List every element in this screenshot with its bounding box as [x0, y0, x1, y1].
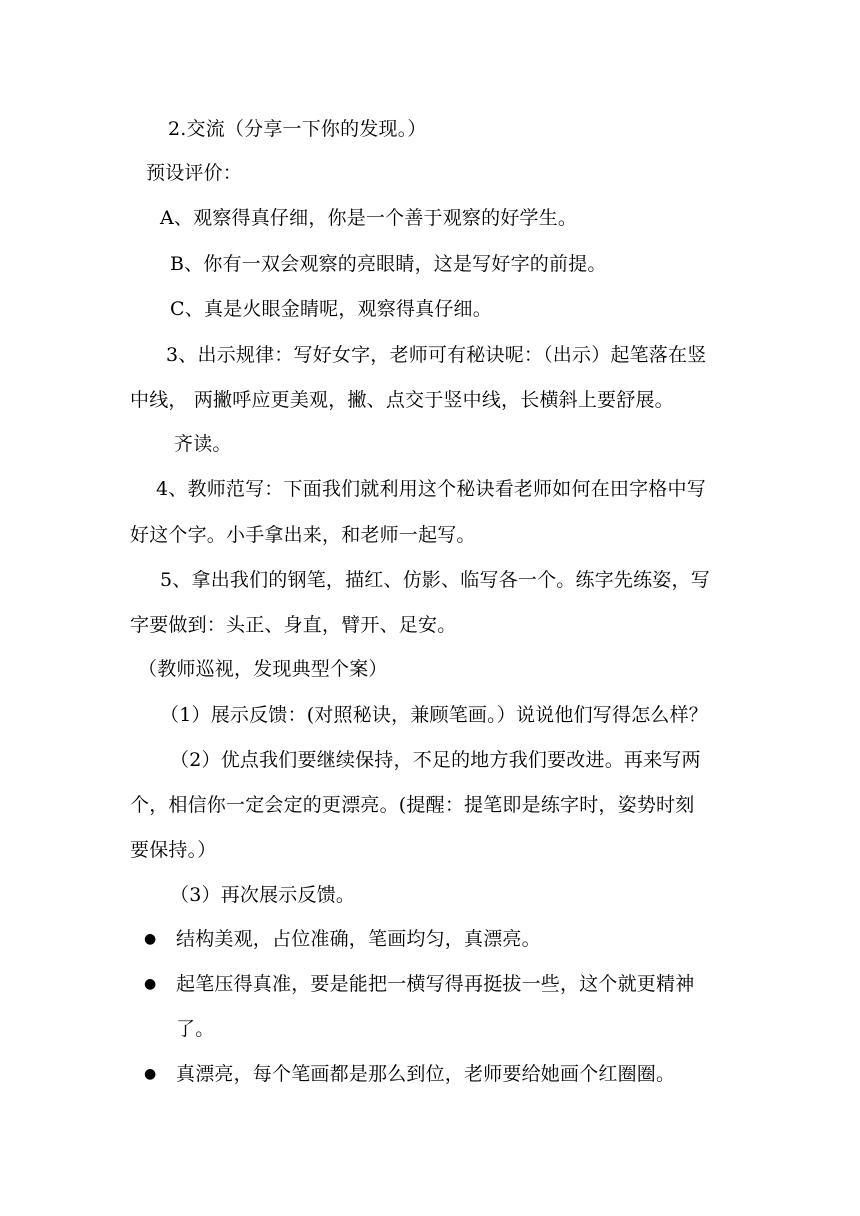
- paragraph-rules-line1: 3、出示规律：写好女字，老师可有秘诀呢：（出示）起笔落在竖: [166, 344, 707, 366]
- bullet-item-2-line2: 了。: [176, 1018, 215, 1040]
- section-heading-exchange: 2.交流（分享一下你的发现。）: [168, 118, 427, 140]
- evaluation-item-a: A、观察得真仔细，你是一个善于观察的好学生。: [160, 207, 578, 229]
- feedback-step-2-line1: （2）优点我们要继续保持，不足的地方我们要改进。再来写两: [170, 749, 701, 771]
- preset-evaluation-label: 预设评价：: [146, 162, 243, 184]
- bullet-item-1: 结构美观，占位准确，笔画均匀，真漂亮。: [176, 928, 541, 950]
- paragraph-teacher-demo-line1: 4、教师范写：下面我们就利用这个秘诀看老师如何在田字格中写: [156, 478, 706, 500]
- feedback-step-3: （3）再次展示反馈。: [170, 884, 356, 906]
- paragraph-rules-line2: 中线， 两撇呼应更美观，撇、点交于竖中线，长横斜上要舒展。: [130, 389, 674, 411]
- bullet-item-2-line1: 起笔压得真准，要是能把一横写得再挺拔一些，这个就更精神: [176, 973, 695, 995]
- paragraph-pen-practice-line1: 5、拿出我们的钢笔，描红、仿影、临写各一个。练字先练姿，写: [160, 569, 710, 591]
- bullet-icon: ●: [144, 931, 157, 947]
- paragraph-teacher-demo-line2: 好这个字。小手拿出来，和老师一起写。: [130, 524, 476, 546]
- feedback-step-2-line2: 个，相信你一定会定的更漂亮。(提醒：提笔即是练字时，姿势时刻: [130, 794, 695, 816]
- paragraph-pen-practice-line2: 字要做到：头正、身直，臂开、足安。: [130, 614, 457, 636]
- feedback-step-2-line3: 要保持。）: [130, 839, 217, 861]
- bullet-item-3: 真漂亮，每个笔画都是那么到位，老师要给她画个红圈圈。: [176, 1063, 676, 1085]
- bullet-icon: ●: [144, 976, 157, 992]
- evaluation-item-b: B、你有一双会观察的亮眼睛，这是写好字的前提。: [170, 253, 607, 275]
- read-together-text: 齐读。: [174, 433, 232, 455]
- teacher-patrol-note: （教师巡视，发现典型个案）: [138, 658, 388, 680]
- bullet-icon: ●: [144, 1066, 157, 1082]
- feedback-step-1: （1）展示反馈：(对照秘诀，兼顾笔画。）说说他们写得怎么样？: [160, 704, 709, 726]
- evaluation-item-c: C、真是火眼金睛呢，观察得真仔细。: [170, 298, 492, 320]
